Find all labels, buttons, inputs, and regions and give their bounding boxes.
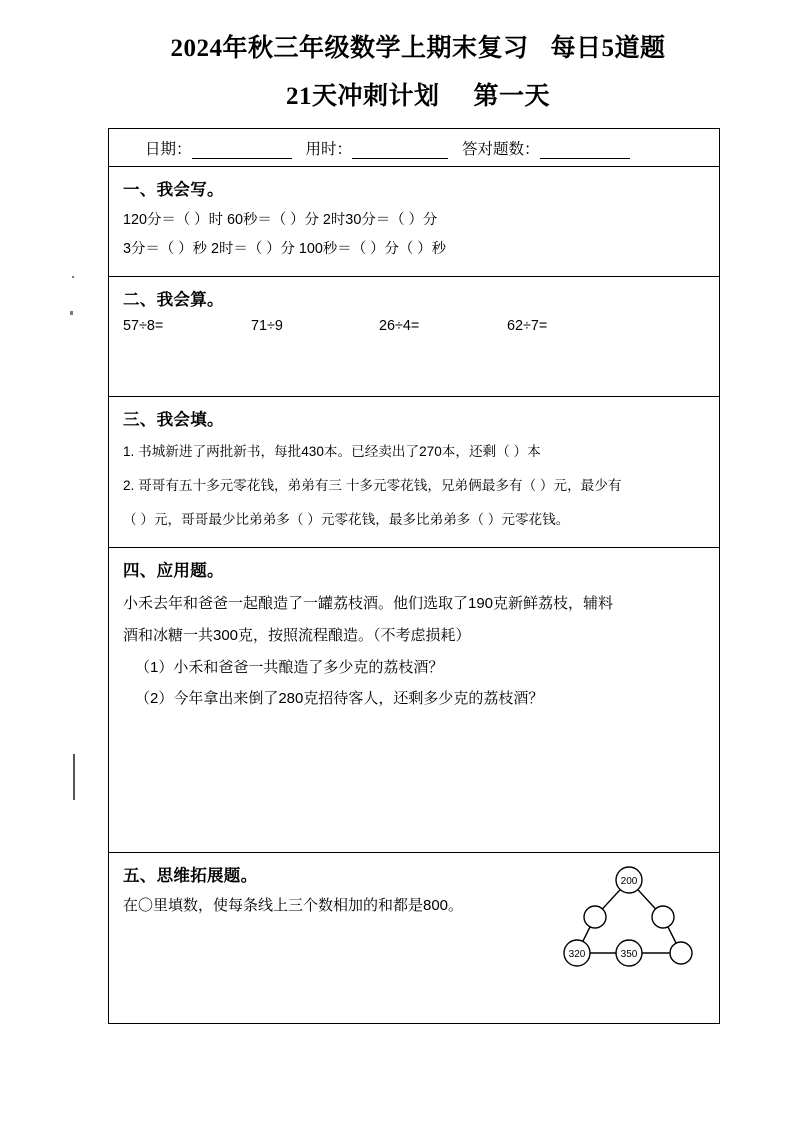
calc-problem: 62÷7= (507, 318, 548, 334)
section-2-heading: 二、我会算。 (123, 291, 224, 309)
scan-artifact-dot (72, 276, 74, 278)
section-2-problems (109, 314, 719, 334)
time-blank[interactable] (352, 145, 448, 159)
calc-problem: 71÷9 (251, 318, 283, 334)
triangle-mid-value: 350 (620, 949, 638, 961)
triangle-top-value: 200 (620, 876, 638, 888)
section-3-question-2: 2. 哥哥有五十多元零花钱，弟弟有三 十多元零花钱，兄弟俩最多有（ ）元，最少有 (123, 477, 622, 493)
section-4-subquestion-1: （1）小禾和爸爸一共酿造了多少克的荔枝酒？ (135, 658, 444, 676)
title-line1-main: 2024年秋三年级数学上期末复习 (170, 35, 529, 62)
calc-problem: 26÷4= (379, 318, 420, 334)
title-line2-main: 21天冲刺计划 (285, 83, 440, 110)
section-4-subquestion-2: （2）今年拿出来倒了280克招待客人，还剩多少克的荔枝酒？ (135, 689, 544, 707)
time-field[interactable] (306, 137, 449, 159)
worksheet-table (108, 128, 720, 1024)
section-2 (109, 277, 719, 397)
date-field[interactable] (145, 137, 292, 159)
section-3-question-2-cont: （ ）元，哥哥最少比弟弟多（ ）元零花钱，最多比弟弟多（ ）元零花钱。 (123, 511, 570, 527)
section-1-heading: 一、我会写。 (123, 181, 224, 199)
triangle-diagram-svg (555, 857, 705, 977)
triangle-left-value: 320 (568, 949, 586, 961)
section-3-question-1: 1. 书城新进了两批新书，每批430本。已经卖出了270本，还剩（ ）本 (123, 444, 541, 459)
correct-count-blank[interactable] (540, 145, 630, 159)
correct-count-field[interactable] (462, 137, 630, 159)
section-4-stem-line-2: 酒和冰糖一共300克，按照流程酿造。（不考虑损耗） (123, 627, 471, 645)
title-line2-day: 第一天 (473, 83, 551, 110)
section-5 (109, 853, 719, 1023)
scan-artifact-line (73, 754, 75, 800)
section-1-line-2: 3分＝（ ）秒 2时＝（ ）分 100秒＝（ ）分（ ）秒 (123, 241, 447, 257)
date-label: 日期： (145, 140, 192, 158)
date-blank[interactable] (192, 145, 292, 159)
correct-count-label: 答对题数： (462, 140, 540, 158)
page-title (108, 28, 728, 112)
scan-artifact-dot (70, 311, 73, 315)
section-3-heading: 三、我会填。 (123, 411, 224, 429)
title-line1-sub: 每日5道题 (550, 35, 666, 62)
number-triangle-figure (555, 857, 705, 977)
section-5-stem: 在〇里填数，使每条线上三个数相加的和都是800。 (123, 897, 464, 915)
section-4-stem-line-1: 小禾去年和爸爸一起酿造了一罐荔枝酒。他们选取了190克新鲜荔枝，辅料 (123, 595, 614, 613)
section-5-heading: 五、思维拓展题。 (123, 867, 258, 886)
info-row (109, 129, 719, 167)
time-label: 用时： (305, 140, 353, 158)
section-3 (109, 397, 719, 548)
section-1 (109, 167, 719, 277)
section-4-heading: 四、应用题。 (123, 562, 224, 581)
section-1-line-1: 120分＝（ ）时 60秒＝（ ）分 2时30分＝（ ）分 (123, 212, 438, 228)
section-4 (109, 548, 719, 853)
calc-problem: 57÷8= (123, 318, 164, 334)
